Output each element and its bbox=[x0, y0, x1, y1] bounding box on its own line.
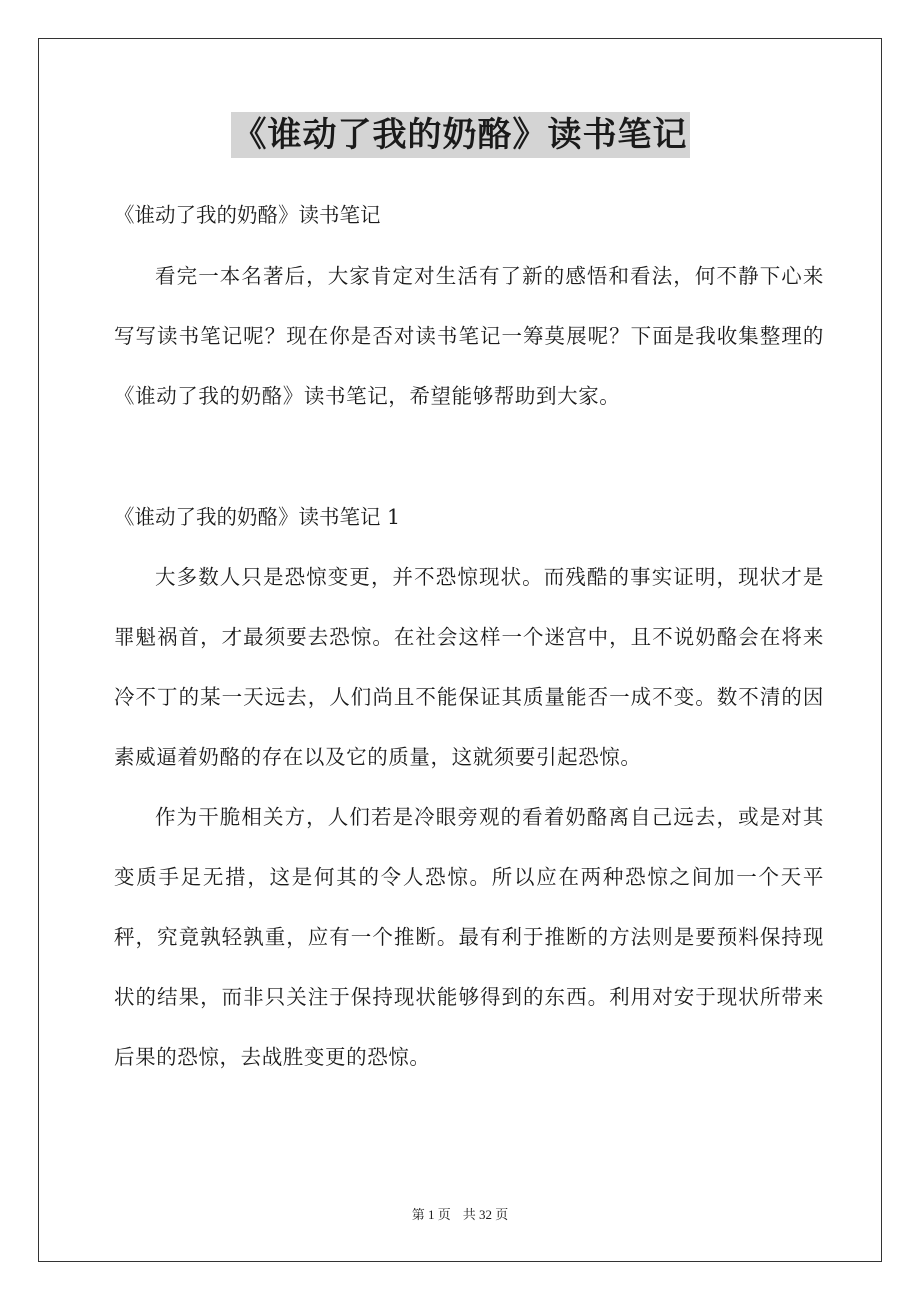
document-subtitle: 《谁动了我的奶酪》读书笔记 bbox=[114, 203, 381, 227]
section-heading: 《谁动了我的奶酪》读书笔记 1 bbox=[114, 505, 401, 529]
body-paragraph-1: 大多数人只是恐惊变更，并不恐惊现状。而残酷的事实证明，现状才是罪魁祸首，才最须要去恐惊。在社会这样一个迷宫中，且不说奶酪会在将来冷不丁的某一天远去，人们尚且不能保证其质量能否一成不变。数不清的因素威逼着奶酪的存在以及它的质量，这就须要引起恐惊。 bbox=[114, 565, 824, 769]
subtitle-block bbox=[114, 200, 824, 230]
page-number: 第 1 页 bbox=[411, 1207, 451, 1222]
section-heading-block bbox=[114, 502, 824, 532]
page-footer bbox=[0, 1206, 920, 1224]
intro-paragraph: 看完一本名著后，大家肯定对生活有了新的感悟和看法，何不静下心来写写读书笔记呢？现在你是否对读书笔记一筹莫展呢？下面是我收集整理的《谁动了我的奶酪》读书笔记，希望能够帮助到大家。 bbox=[114, 264, 824, 408]
document-title bbox=[0, 112, 920, 158]
body-paragraph-2: 作为干脆相关方，人们若是冷眼旁观的看着奶酪离自己远去，或是对其变质手足无措，这是何其的令人恐惊。所以应在两种恐惊之间加一个天平秤，究竟孰轻孰重，应有一个推断。最有利于推断的方法则是要预料保持现状的结果，而非只关注于保持现状能够得到的东西。利用对安于现状所带来后果的恐惊，去战胜变更的恐惊。 bbox=[114, 805, 824, 1069]
section-body bbox=[114, 547, 824, 1087]
intro-block bbox=[114, 246, 824, 426]
page-total: 共 32 页 bbox=[462, 1207, 509, 1222]
document-title-text: 《谁动了我的奶酪》读书笔记 bbox=[231, 112, 690, 158]
